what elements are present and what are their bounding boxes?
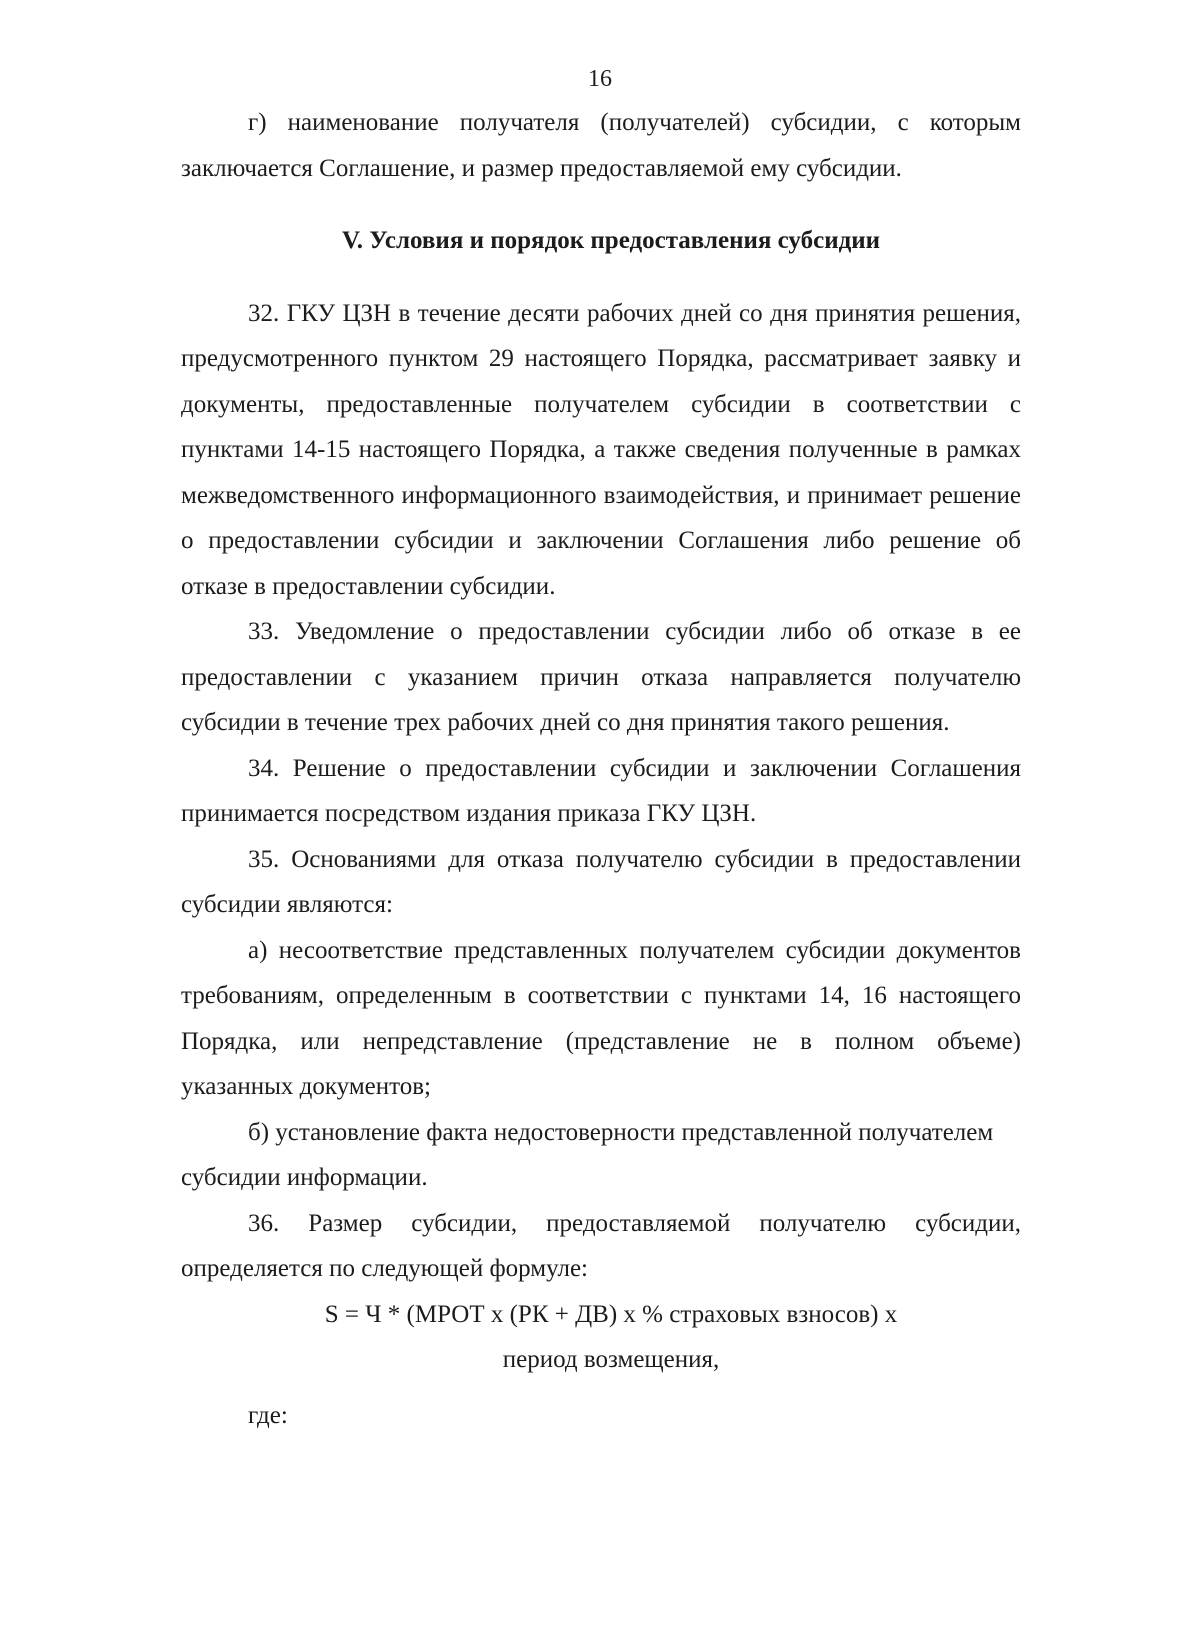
section-heading: V. Условия и порядок предоставления субсидии [341,227,881,254]
formula-line-2: период возмещения, [502,1346,720,1373]
paragraph-33: 33. Уведомление о предоставлении субсидии либо об отказе в ее предоставлении с указанием причин отказа направляется получателю субсидии в течение трех рабочих дней со дня принятия такого решения. [181,618,1021,736]
paragraph-35b: б) установление факта недостоверности представленной получателем субсидии информации. [181,1118,994,1191]
where-label: где: [248,1401,288,1429]
paragraph-g: г) наименование получателя (получателей) субсидии, с которым заключается Соглашение, и размер предоставляемой ему субсидии. [181,109,1021,182]
paragraph-36: 36. Размер субсидии, предоставляемой получателю субсидии, определяется по следующей формуле: [181,1209,1021,1282]
paragraph-35a: а) несоответствие представленных получателем субсидии документов требованиям, определенным в соответствии с пунктами 14, 16 настоящего Порядка, или непредставление (представление не в полном объеме) указанных документов; [181,936,1021,1100]
paragraph-34: 34. Решение о предоставлении субсидии и заключении Соглашения принимается посредством издания приказа ГКУ ЦЗН. [181,754,1021,827]
page-number: 16 [588,66,612,92]
formula-line-1: S = Ч * (МРОТ х (РК + ДВ) х % страховых взносов) х [324,1300,898,1328]
document-body [181,100,1021,1438]
paragraph-35: 35. Основаниями для отказа получателю субсидии в предоставлении субсидии являются: [181,845,1021,918]
paragraph-32: 32. ГКУ ЦЗН в течение десяти рабочих дней со дня принятия решения, предусмотренного пунктом 29 настоящего Порядка, рассматривает заявку и документы, предоставленные получателем субсидии в соответствии с пунктами 14-15 настоящего Порядка, а также сведения полученные в рамках межведомственного информационного взаимодействия, и принимает решение о предоставлении субсидии и заключении Соглашения либо решение об отказе в предоставлении субсидии. [181,299,1021,600]
